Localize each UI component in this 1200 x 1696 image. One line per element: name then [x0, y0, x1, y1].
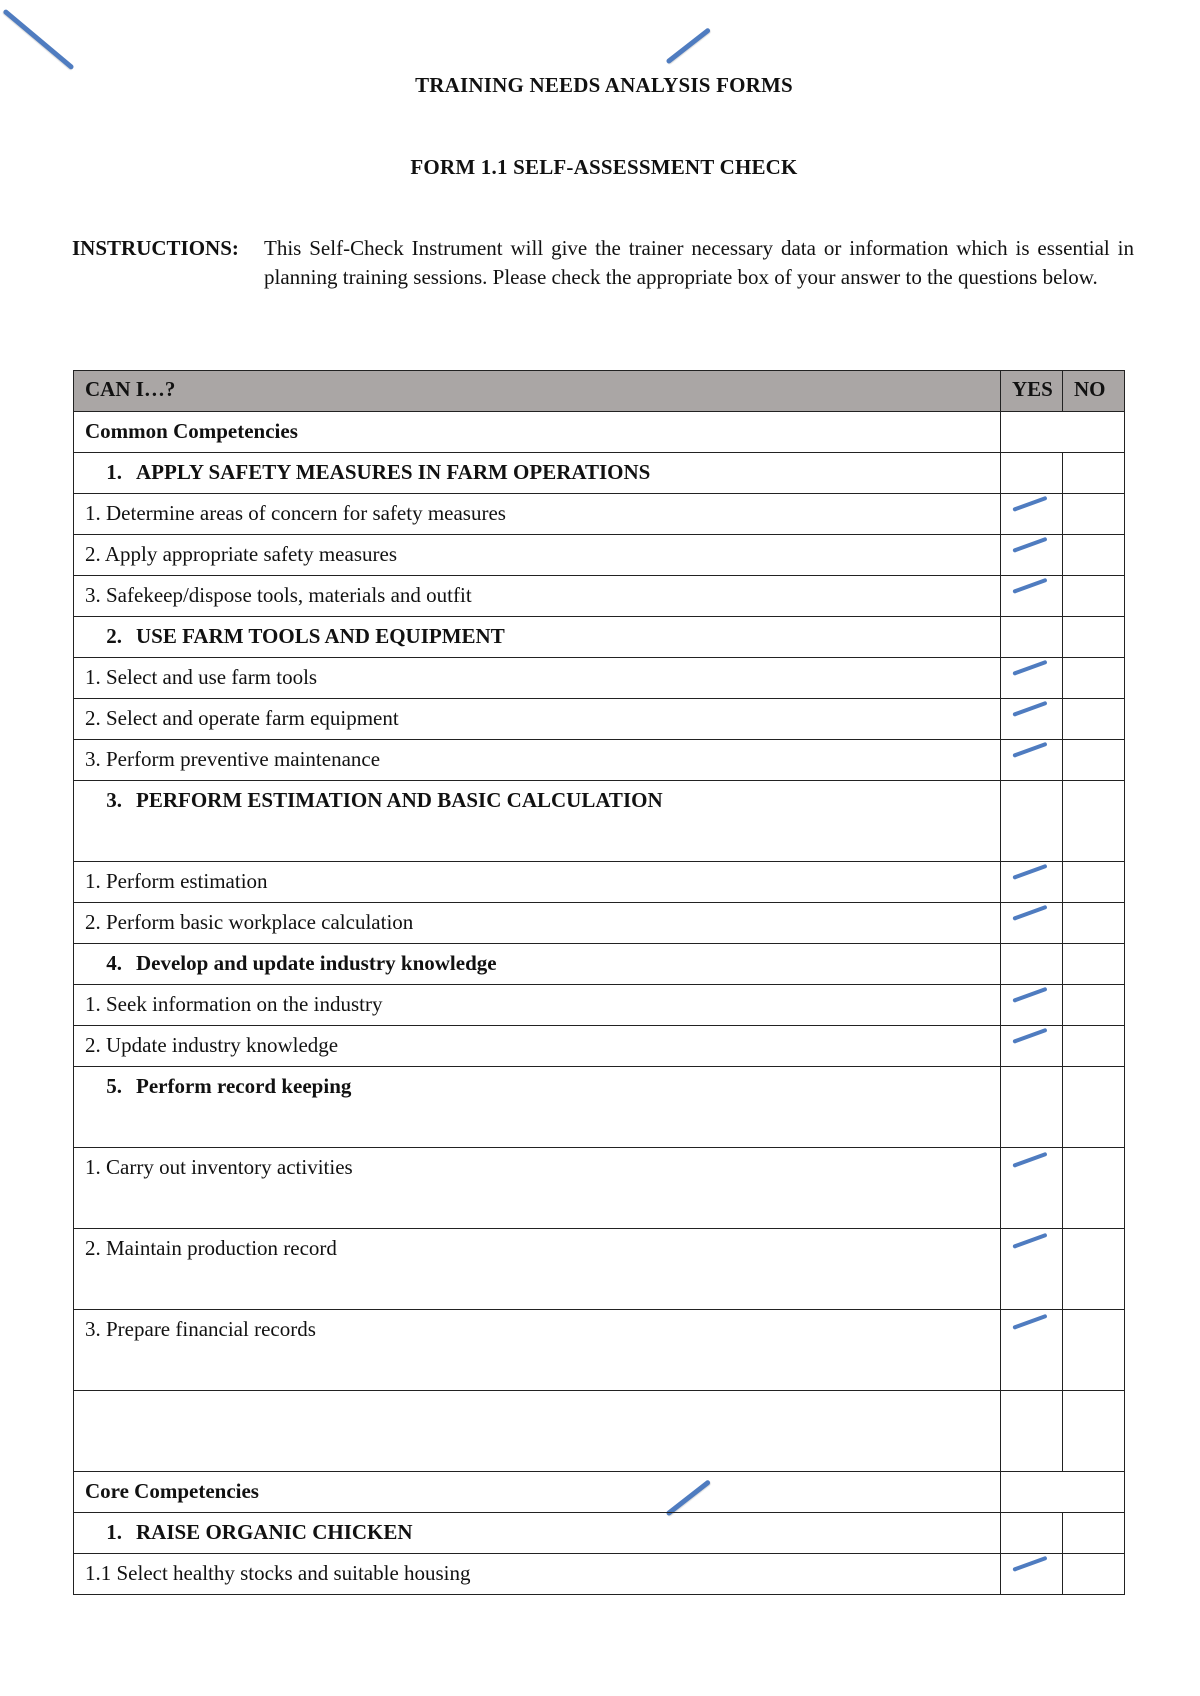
item-label: 1. Carry out inventory activities: [74, 1148, 1001, 1229]
yes-cell[interactable]: [1001, 1229, 1063, 1310]
check-mark-icon: [1012, 1028, 1047, 1044]
no-cell[interactable]: [1063, 862, 1125, 903]
group-row: [74, 453, 1125, 494]
item-label: 2. Perform basic workplace calculation: [74, 903, 1001, 944]
yes-cell[interactable]: [1001, 576, 1063, 617]
self-assessment-table: [73, 370, 1125, 1595]
table-row: [74, 985, 1125, 1026]
no-cell[interactable]: [1063, 985, 1125, 1026]
item-label: 2. Maintain production record: [74, 1229, 1001, 1310]
yes-cell[interactable]: [1001, 1067, 1063, 1148]
group-row: [74, 944, 1125, 985]
no-cell[interactable]: [1063, 494, 1125, 535]
item-label: 1. Seek information on the industry: [74, 985, 1001, 1026]
table-row: [74, 1148, 1125, 1229]
no-cell[interactable]: [1063, 944, 1125, 985]
group-number: 2.: [106, 624, 122, 648]
section-row-common: [74, 412, 1125, 453]
check-mark-icon: [1012, 864, 1047, 880]
table-row: [74, 903, 1125, 944]
group-row: [74, 1513, 1125, 1554]
no-cell[interactable]: [1063, 1067, 1125, 1148]
group-label: Develop and update industry knowledge: [136, 951, 497, 975]
table-row: [74, 494, 1125, 535]
table-row: [74, 1026, 1125, 1067]
item-label: 1. Perform estimation: [74, 862, 1001, 903]
item-label: 1. Select and use farm tools: [74, 658, 1001, 699]
item-label: 3. Prepare financial records: [74, 1310, 1001, 1391]
item-label: 2. Update industry knowledge: [74, 1026, 1001, 1067]
item-label: 3. Perform preventive maintenance: [74, 740, 1001, 781]
yes-cell[interactable]: [1001, 1026, 1063, 1067]
check-mark-icon: [1012, 1556, 1047, 1572]
table-row: [74, 862, 1125, 903]
check-mark-icon: [1012, 1314, 1047, 1330]
yes-cell[interactable]: [1001, 1148, 1063, 1229]
yes-cell[interactable]: [1001, 781, 1063, 862]
group-label: PERFORM ESTIMATION AND BASIC CALCULATION: [136, 788, 663, 812]
check-mark-icon: [1012, 1152, 1047, 1168]
table-row: [74, 535, 1125, 576]
instructions-label: INSTRUCTIONS:: [72, 236, 239, 260]
section-blank-cell: [1001, 1472, 1125, 1513]
yes-cell[interactable]: [1001, 617, 1063, 658]
yes-cell[interactable]: [1001, 494, 1063, 535]
check-mark-icon: [1012, 578, 1047, 594]
table-row: [74, 740, 1125, 781]
item-label: 1.1 Select healthy stocks and suitable housing: [74, 1554, 1001, 1595]
check-mark-icon: [1012, 905, 1047, 921]
instructions-text: This Self-Check Instrument will give the trainer necessary data or information which is essential in planning training sessions. Please check the appropriate box of your answer to the questions below.: [264, 236, 1134, 289]
no-cell[interactable]: [1063, 453, 1125, 494]
group-label: Perform record keeping: [136, 1074, 352, 1098]
no-cell[interactable]: [1063, 658, 1125, 699]
table-row: [74, 1229, 1125, 1310]
no-cell[interactable]: [1063, 576, 1125, 617]
section-blank-cell: [1001, 412, 1125, 453]
form-title: FORM 1.1 SELF-ASSESSMENT CHECK: [410, 155, 798, 179]
no-cell[interactable]: [1063, 617, 1125, 658]
yes-cell[interactable]: [1001, 1391, 1063, 1472]
no-cell[interactable]: [1063, 1554, 1125, 1595]
no-cell[interactable]: [1063, 1513, 1125, 1554]
item-label: 1. Determine areas of concern for safety measures: [74, 494, 1001, 535]
check-mark-icon: [1012, 496, 1047, 512]
yes-cell[interactable]: [1001, 944, 1063, 985]
check-mark-icon: [1012, 1233, 1047, 1249]
yes-cell[interactable]: [1001, 862, 1063, 903]
table-row: [74, 1554, 1125, 1595]
no-cell[interactable]: [1063, 1148, 1125, 1229]
item-label: 2. Select and operate farm equipment: [74, 699, 1001, 740]
check-mark-icon: [1012, 537, 1047, 553]
table-row: [74, 658, 1125, 699]
group-number: 5.: [106, 1074, 122, 1098]
section-row-core: [74, 1472, 1125, 1513]
yes-cell[interactable]: [1001, 453, 1063, 494]
blank-cell: [74, 1391, 1001, 1472]
no-cell[interactable]: [1063, 535, 1125, 576]
no-cell[interactable]: [1063, 781, 1125, 862]
header-yes: YES: [1001, 371, 1063, 412]
no-cell[interactable]: [1063, 699, 1125, 740]
pen-stroke-decoration: [2, 9, 74, 71]
table-row: [74, 699, 1125, 740]
group-row: [74, 617, 1125, 658]
header-no: NO: [1063, 371, 1125, 412]
check-mark-icon: [1012, 987, 1047, 1003]
no-cell[interactable]: [1063, 740, 1125, 781]
blank-row: [74, 1391, 1125, 1472]
no-cell[interactable]: [1063, 1391, 1125, 1472]
group-row: [74, 1067, 1125, 1148]
yes-cell[interactable]: [1001, 985, 1063, 1026]
yes-cell[interactable]: [1001, 1554, 1063, 1595]
group-number: 4.: [106, 951, 122, 975]
table-row: [74, 576, 1125, 617]
group-number: 1.: [106, 460, 122, 484]
no-cell[interactable]: [1063, 1310, 1125, 1391]
item-label: 2. Apply appropriate safety measures: [74, 535, 1001, 576]
section-core-competencies: Core Competencies: [74, 1472, 1001, 1513]
yes-cell[interactable]: [1001, 658, 1063, 699]
item-label: 3. Safekeep/dispose tools, materials and outfit: [74, 576, 1001, 617]
no-cell[interactable]: [1063, 1229, 1125, 1310]
check-mark-icon: [1012, 701, 1047, 717]
group-label: USE FARM TOOLS AND EQUIPMENT: [136, 624, 505, 648]
group-number: 1.: [106, 1520, 122, 1544]
no-cell[interactable]: [1063, 903, 1125, 944]
table-header-row: [74, 371, 1125, 412]
group-number: 3.: [106, 788, 122, 812]
header-can-i: CAN I…?: [74, 371, 1001, 412]
group-label: RAISE ORGANIC CHICKEN: [136, 1520, 413, 1544]
yes-cell[interactable]: [1001, 535, 1063, 576]
group-label: APPLY SAFETY MEASURES IN FARM OPERATIONS: [136, 460, 651, 484]
yes-cell[interactable]: [1001, 1310, 1063, 1391]
document-title: TRAINING NEEDS ANALYSIS FORMS: [415, 73, 793, 97]
table-row: [74, 1310, 1125, 1391]
yes-cell[interactable]: [1001, 903, 1063, 944]
yes-cell[interactable]: [1001, 1513, 1063, 1554]
yes-cell[interactable]: [1001, 699, 1063, 740]
group-row: [74, 781, 1125, 862]
check-mark-icon: [1012, 742, 1047, 758]
yes-cell[interactable]: [1001, 740, 1063, 781]
section-common-competencies: Common Competencies: [74, 412, 1001, 453]
no-cell[interactable]: [1063, 1026, 1125, 1067]
check-mark-icon: [1012, 660, 1047, 676]
pen-stroke-decoration: [665, 27, 711, 64]
